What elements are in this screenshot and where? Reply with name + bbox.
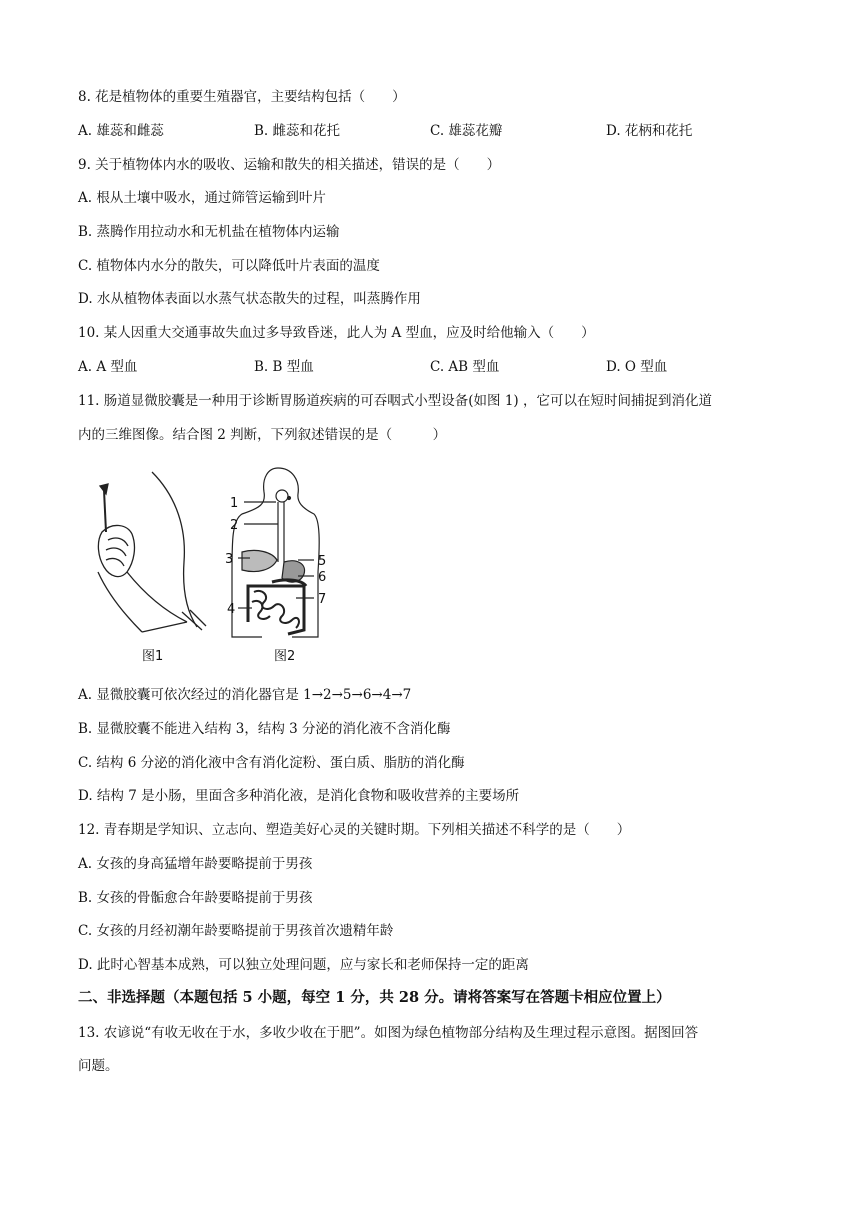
question-12-option-c: C. 女孩的月经初潮年龄要略提前于男孩首次遗精年龄 xyxy=(78,923,394,939)
figure-2-digestive-system xyxy=(232,468,319,637)
question-12-option-a: A. 女孩的身高猛增年龄要略提前于男孩 xyxy=(78,856,313,872)
question-9-option-a: A. 根从土壤中吸水，通过筛管运输到叶片 xyxy=(78,190,326,206)
question-9-option-b: B. 蒸腾作用拉动水和无机盐在植物体内运输 xyxy=(78,224,340,240)
figure-2-caption: 图2 xyxy=(274,649,296,664)
question-12-stem: 12. 青春期是学知识、立志向、塑造美好心灵的关键时期。下列相关描述不科学的是（ ） xyxy=(78,822,631,838)
question-11-option-b: B. 显微胶囊不能进入结构 3，结构 3 分泌的消化液不含消化酶 xyxy=(78,721,451,737)
question-11-option-c: C. 结构 6 分泌的消化液中含有消化淀粉、蛋白质、脂肪的消化酶 xyxy=(78,755,465,771)
question-9-option-d: D. 水从植物体表面以水蒸气状态散失的过程，叫蒸腾作用 xyxy=(78,291,421,307)
question-10-option-c: C. AB 型血 xyxy=(430,359,500,375)
figure-2-label-7: 7 xyxy=(318,592,327,607)
question-10-stem: 10. 某人因重大交通事故失血过多导致昏迷，此人为 A 型血，应及时给他输入（ ） xyxy=(78,325,595,341)
question-10-option-d: D. O 型血 xyxy=(606,359,668,375)
figure-2-label-1: 1 xyxy=(230,496,239,511)
question-10-option-a: A. A 型血 xyxy=(78,359,138,375)
question-11-option-d: D. 结构 7 是小肠，里面含多种消化液，是消化食物和吸收营养的主要场所 xyxy=(78,788,520,804)
question-13-stem-line-2: 问题。 xyxy=(78,1058,119,1074)
question-8-option-b: B. 雌蕊和花托 xyxy=(254,123,341,139)
question-11-stem-line-1: 11. 肠道显微胶囊是一种用于诊断胃肠道疾病的可吞咽式小型设备(如图 1) ，它可以在短时间捕捉到消化道 xyxy=(78,393,712,409)
question-11-figure xyxy=(92,462,352,672)
question-9-option-c: C. 植物体内水分的散失，可以降低叶片表面的温度 xyxy=(78,258,380,274)
figure-2-label-5: 5 xyxy=(318,554,327,569)
figure-1-hand-illustration xyxy=(98,472,206,632)
question-11-option-a: A. 显微胶囊可依次经过的消化器官是 1→2→5→6→4→7 xyxy=(78,687,412,703)
figure-2-label-2: 2 xyxy=(230,518,239,533)
figure-1-caption: 图1 xyxy=(142,649,164,664)
figure-2-label-6: 6 xyxy=(318,570,327,585)
question-12-option-b: B. 女孩的骨骺愈合年龄要略提前于男孩 xyxy=(78,890,313,906)
capsule-and-digestive-diagram xyxy=(92,462,352,672)
question-9-stem: 9. 关于植物体内水的吸收、运输和散失的相关描述，错误的是（ ） xyxy=(78,157,501,173)
question-13-stem-line-1: 13. 农谚说“有收无收在于水，多收少收在于肥”。如图为绿色植物部分结构及生理过程示意图。据图回答 xyxy=(78,1025,699,1041)
question-8-option-a: A. 雄蕊和雌蕊 xyxy=(78,123,164,139)
question-8-stem: 8. 花是植物体的重要生殖器官，主要结构包括（ ） xyxy=(78,89,406,105)
question-11-stem-line-2: 内的三维图像。结合图 2 判断，下列叙述错误的是（ ） xyxy=(78,427,447,443)
section-2-heading: 二、非选择题（本题包括 5 小题，每空 1 分，共 28 分。请将答案写在答题卡相应位置上） xyxy=(78,989,671,1006)
question-10-option-b: B. B 型血 xyxy=(254,359,314,375)
question-8-option-c: C. 雄蕊花瓣 xyxy=(430,123,503,139)
figure-2-label-4: 4 xyxy=(227,602,236,617)
question-12-option-d: D. 此时心智基本成熟，可以独立处理问题，应与家长和老师保持一定的距离 xyxy=(78,957,529,973)
figure-2-label-3: 3 xyxy=(225,552,234,567)
question-8-option-d: D. 花柄和花托 xyxy=(606,123,693,139)
